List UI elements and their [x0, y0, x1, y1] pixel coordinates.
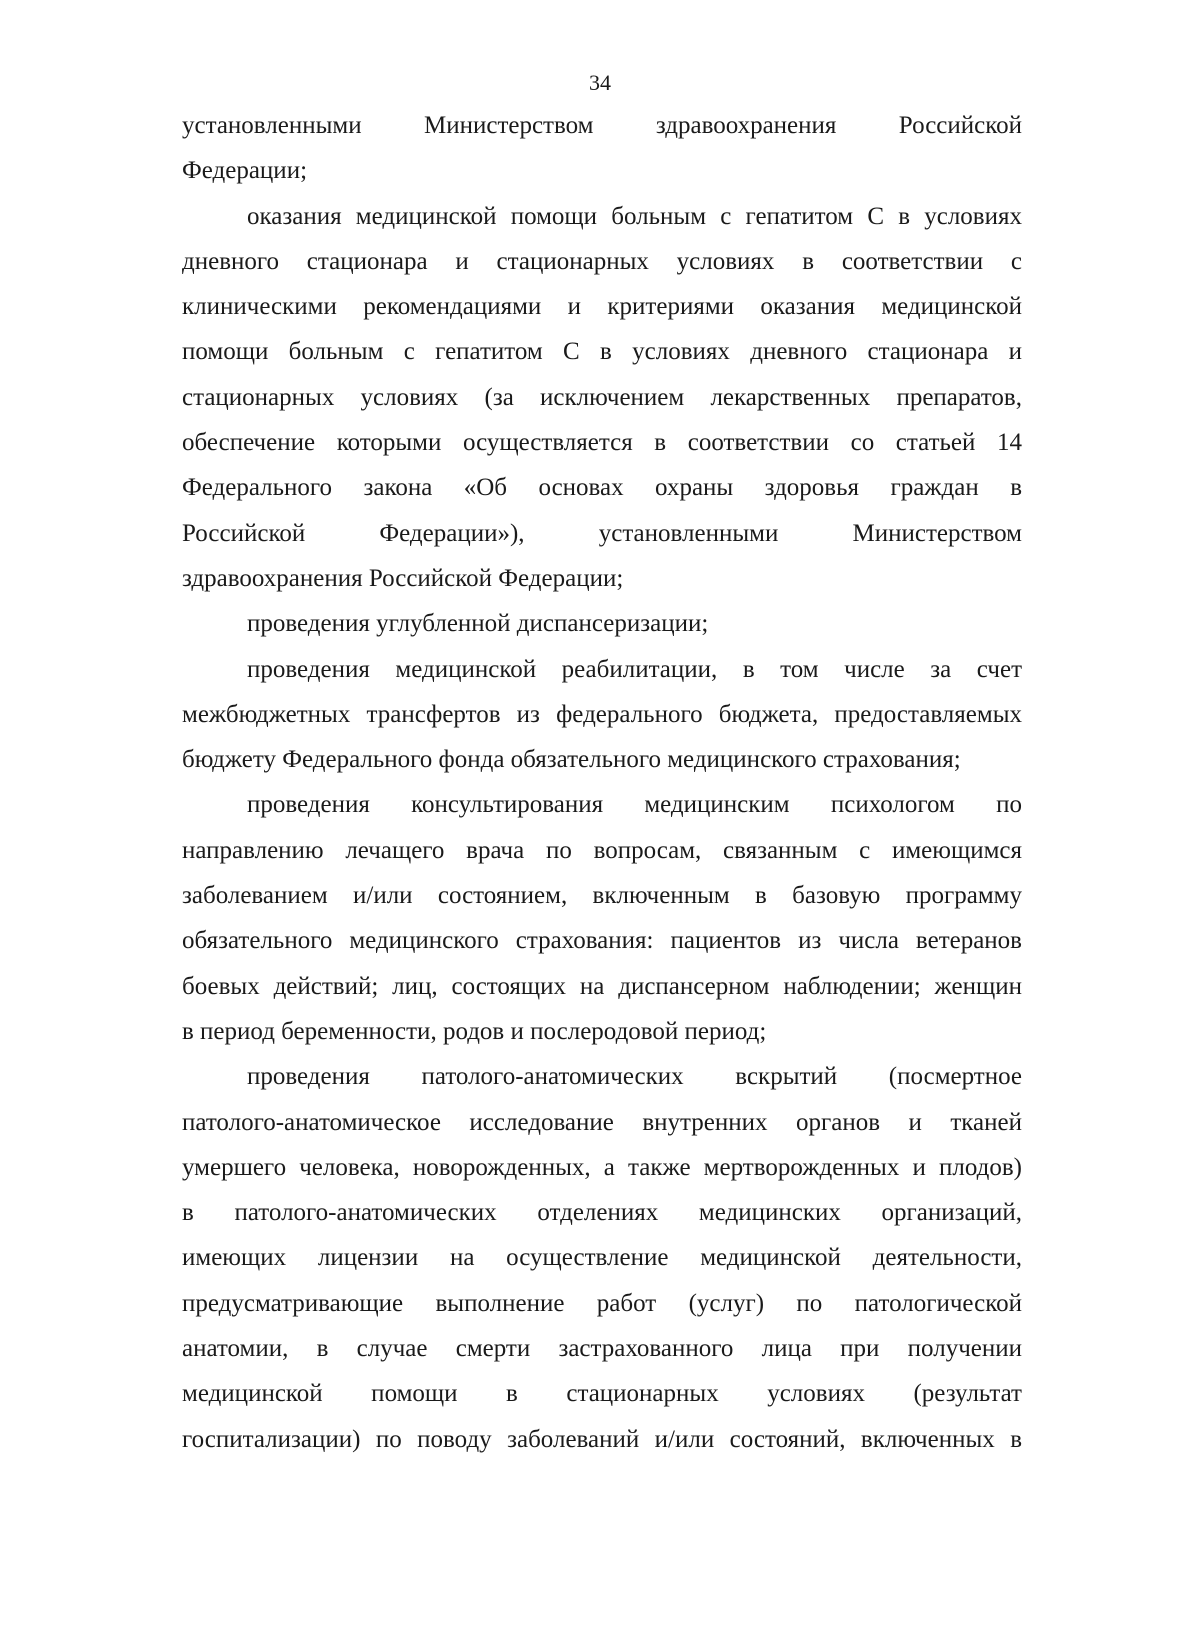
text-line: Федерации;: [182, 157, 308, 185]
text-line: проведения консультирования медицинским психологом по: [247, 791, 1022, 819]
text-line: стационарных условиях (за исключением лекарственных препаратов,: [182, 383, 1022, 411]
paragraph: [182, 194, 1022, 602]
text-line: имеющих лицензии на осуществление медицинской деятельности,: [182, 1244, 1022, 1272]
paragraph: [182, 103, 1022, 194]
text-line: заболеванием и/или состоянием, включенным в базовую программу: [182, 882, 1022, 910]
paragraph: [182, 1054, 1022, 1462]
text-line: дневного стационара и стационарных условиях в соответствии с: [182, 247, 1022, 275]
text-line: обязательного медицинского страхования: пациентов из числа ветеранов: [182, 927, 1022, 955]
text-line: анатомии, в случае смерти застрахованного лица при получении: [182, 1335, 1022, 1363]
paragraph: [182, 601, 1022, 646]
text-line: обеспечение которыми осуществляется в соответствии со статьей 14: [182, 429, 1022, 457]
text-line: патолого-анатомическое исследование внутренних органов и тканей: [182, 1108, 1022, 1136]
paragraph: [182, 782, 1022, 1054]
text-line: помощи больным с гепатитом С в условиях дневного стационара и: [182, 338, 1022, 366]
text-line: Российской Федерации»), установленными Министерством: [182, 519, 1022, 547]
text-line: клиническими рекомендациями и критериями оказания медицинской: [182, 293, 1022, 321]
text-line: направлению лечащего врача по вопросам, связанным с имеющимся: [182, 836, 1022, 864]
text-line: проведения медицинской реабилитации, в том числе за счет: [247, 655, 1022, 683]
page-number: 34: [589, 70, 611, 95]
text-line: медицинской помощи в стационарных условиях (результат: [182, 1380, 1022, 1408]
text-line: здравоохранения Российской Федерации;: [182, 564, 624, 592]
text-line: госпитализации) по поводу заболеваний и/или состояний, включенных в: [182, 1425, 1022, 1453]
text-line: бюджету Федерального фонда обязательного медицинского страхования;: [182, 746, 961, 774]
text-line: проведения углубленной диспансеризации;: [247, 610, 709, 638]
text-line: проведения патолого-анатомических вскрытий (посмертное: [247, 1063, 1022, 1091]
text-line: установленными Министерством здравоохранения Российской: [182, 112, 1022, 139]
text-line: боевых действий; лиц, состоящих на диспансерном наблюдении; женщин: [182, 972, 1022, 1000]
text-line: Федерального закона «Об основах охраны здоровья граждан в: [182, 474, 1022, 502]
text-line: в патолого-анатомических отделениях медицинских организаций,: [182, 1199, 1022, 1227]
text-line: в период беременности, родов и послеродовой период;: [182, 1017, 767, 1045]
text-line: предусматривающие выполнение работ (услуг) по патологической: [182, 1289, 1022, 1317]
text-line: межбюджетных трансфертов из федерального бюджета, предоставляемых: [182, 700, 1022, 728]
text-line: оказания медицинской помощи больным с гепатитом С в условиях: [247, 202, 1022, 230]
paragraph: [182, 647, 1022, 783]
text-line: умершего человека, новорожденных, а также мертворожденных и плодов): [182, 1153, 1022, 1181]
document-body: [182, 103, 1022, 1462]
